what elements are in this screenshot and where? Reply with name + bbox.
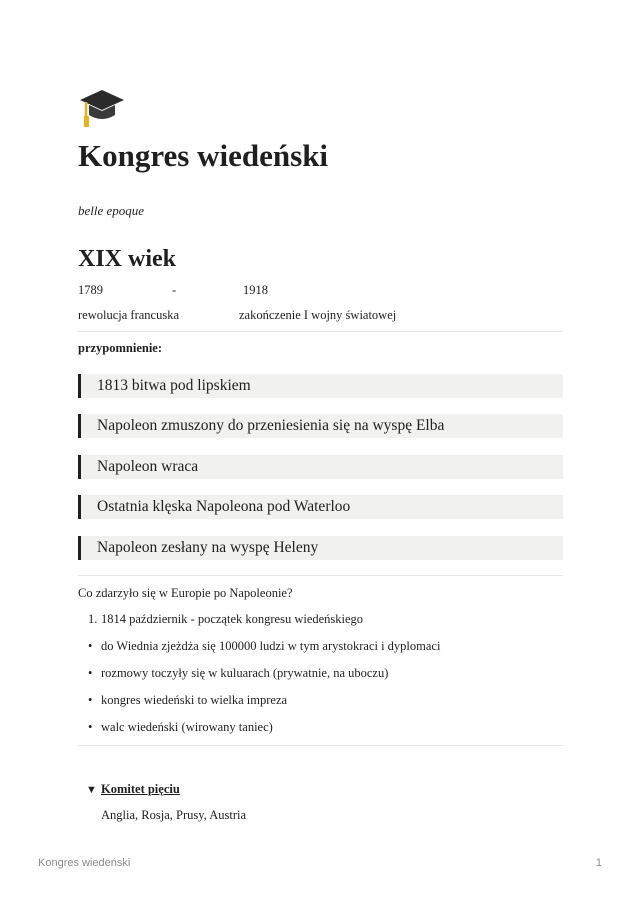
footer-doc-title: Kongres wiedeński xyxy=(38,857,131,869)
reminder-label: przypomnienie: xyxy=(78,341,163,355)
bullet-icon: • xyxy=(88,693,93,707)
bullet-icon: • xyxy=(88,720,93,734)
reminder-quote: Napoleon zesłany na wyspę Heleny xyxy=(78,536,563,560)
reminder-quote: Napoleon zmuszony do przeniesienia się na wyspę Elba xyxy=(78,414,563,438)
numbered-list-item xyxy=(88,611,363,627)
end-event: zakończenie I wojny światowej xyxy=(239,308,397,322)
toggle-committee[interactable] xyxy=(86,781,180,798)
reminder-quote: Napoleon wraca xyxy=(78,455,563,479)
list-item-text: kongres wiedeński to wielka impreza xyxy=(101,693,288,707)
timeline-separator: - xyxy=(172,283,177,297)
divider xyxy=(78,331,563,332)
bullet-list-item xyxy=(88,719,273,735)
divider xyxy=(78,745,563,746)
section-heading: XIX wiek xyxy=(78,246,177,272)
list-item-text: do Wiednia zjeżdża się 100000 ludzi w tym arystokraci i dyplomaci xyxy=(101,639,441,653)
list-item-text: walc wiedeński (wirowany taniec) xyxy=(101,720,273,734)
reminder-quote: Ostatnia klęska Napoleona pod Waterloo xyxy=(78,495,563,519)
bullet-list-item xyxy=(88,692,287,708)
graduation-cap-icon xyxy=(78,86,126,130)
bullet-icon: • xyxy=(88,666,93,680)
divider xyxy=(78,575,563,576)
page-title: Kongres wiedeński xyxy=(78,138,329,173)
question-text: Co zdarzyło się w Europie po Napoleonie? xyxy=(78,586,293,600)
footer-page-number: 1 xyxy=(595,857,602,869)
page-subtitle: belle epoque xyxy=(78,203,145,218)
triangle-down-icon[interactable]: ▼ xyxy=(86,784,97,796)
list-number: 1. xyxy=(88,612,98,626)
end-year: 1918 xyxy=(243,283,268,297)
start-event: rewolucja francuska xyxy=(78,308,179,322)
bullet-icon: • xyxy=(88,639,93,653)
toggle-content: Anglia, Rosja, Prusy, Austria xyxy=(101,808,247,822)
list-item-text: 1814 październik - początek kongresu wiedeńskiego xyxy=(101,612,364,626)
bullet-list-item xyxy=(88,638,440,654)
start-year: 1789 xyxy=(78,283,103,297)
toggle-label[interactable]: Komitet pięciu xyxy=(101,782,180,796)
bullet-list-item xyxy=(88,665,388,681)
reminder-quote: 1813 bitwa pod lipskiem xyxy=(78,374,563,398)
list-item-text: rozmowy toczyły się w kuluarach (prywatnie, na uboczu) xyxy=(101,666,389,680)
